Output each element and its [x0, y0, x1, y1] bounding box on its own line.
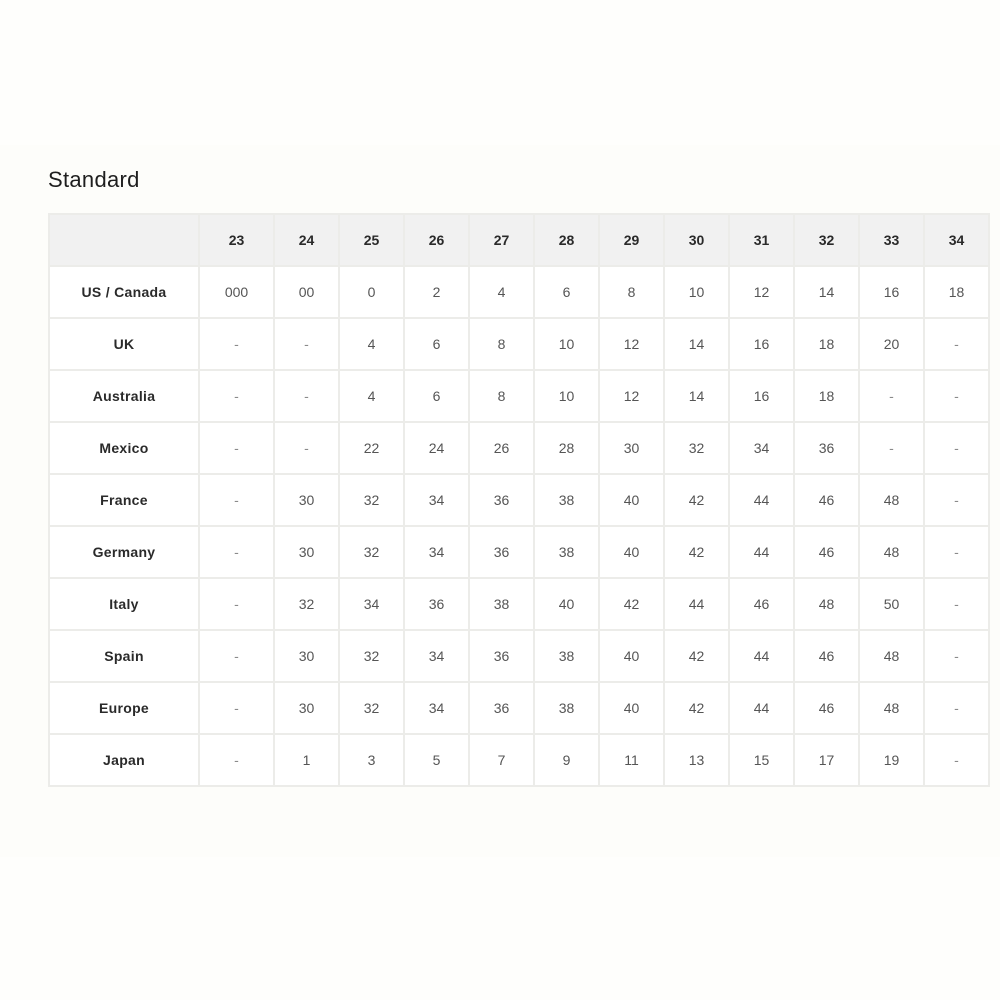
size-cell: 5 — [404, 734, 469, 786]
size-cell: 30 — [274, 682, 339, 734]
size-cell: 40 — [599, 682, 664, 734]
size-cell: 46 — [794, 630, 859, 682]
size-cell: 13 — [664, 734, 729, 786]
size-cell: - — [924, 370, 989, 422]
row-label: France — [49, 474, 199, 526]
size-cell: 14 — [794, 266, 859, 318]
size-cell: - — [199, 422, 274, 474]
section-title: Standard — [48, 167, 140, 192]
size-cell: 14 — [664, 370, 729, 422]
column-header: 26 — [404, 214, 469, 266]
size-cell: - — [924, 474, 989, 526]
size-cell: - — [924, 578, 989, 630]
size-cell: - — [924, 734, 989, 786]
header-row — [49, 214, 989, 266]
size-cell: 30 — [599, 422, 664, 474]
size-cell: 40 — [534, 578, 599, 630]
size-cell: - — [199, 370, 274, 422]
size-cell: 9 — [534, 734, 599, 786]
size-cell: 48 — [794, 578, 859, 630]
size-cell: 36 — [794, 422, 859, 474]
size-cell: 46 — [794, 526, 859, 578]
size-cell: 14 — [664, 318, 729, 370]
size-cell: 10 — [534, 370, 599, 422]
size-cell: 32 — [339, 474, 404, 526]
column-header: 24 — [274, 214, 339, 266]
size-cell: 8 — [599, 266, 664, 318]
size-cell: 46 — [794, 682, 859, 734]
size-cell: 40 — [599, 630, 664, 682]
size-cell: 38 — [534, 630, 599, 682]
size-cell: - — [199, 630, 274, 682]
size-cell: - — [274, 422, 339, 474]
table-body — [49, 266, 989, 786]
size-cell: - — [924, 422, 989, 474]
size-cell: 38 — [534, 526, 599, 578]
column-header: 31 — [729, 214, 794, 266]
column-header: 34 — [924, 214, 989, 266]
size-cell: 19 — [859, 734, 924, 786]
size-cell: 34 — [404, 474, 469, 526]
table-row — [49, 266, 989, 318]
size-cell: 38 — [469, 578, 534, 630]
size-cell: 8 — [469, 370, 534, 422]
row-label: Germany — [49, 526, 199, 578]
size-cell: 32 — [339, 630, 404, 682]
table-row — [49, 578, 989, 630]
size-cell: 42 — [599, 578, 664, 630]
size-cell: 38 — [534, 474, 599, 526]
size-cell: 40 — [599, 474, 664, 526]
size-cell: 46 — [729, 578, 794, 630]
size-cell: 1 — [274, 734, 339, 786]
size-cell: 12 — [599, 318, 664, 370]
size-cell: 42 — [664, 526, 729, 578]
size-cell: 50 — [859, 578, 924, 630]
table-header — [49, 214, 989, 266]
row-label: Spain — [49, 630, 199, 682]
column-header: 25 — [339, 214, 404, 266]
size-cell: 10 — [534, 318, 599, 370]
size-cell: - — [859, 422, 924, 474]
column-header: 29 — [599, 214, 664, 266]
column-header: 30 — [664, 214, 729, 266]
size-cell: 32 — [339, 526, 404, 578]
size-cell: 16 — [729, 318, 794, 370]
size-cell: 11 — [599, 734, 664, 786]
table-row — [49, 630, 989, 682]
size-cell: 7 — [469, 734, 534, 786]
size-conversion-table — [48, 213, 990, 787]
table-row — [49, 734, 989, 786]
size-cell: 30 — [274, 474, 339, 526]
size-cell: 48 — [859, 474, 924, 526]
size-cell: 22 — [339, 422, 404, 474]
size-cell: 42 — [664, 474, 729, 526]
size-cell: - — [199, 682, 274, 734]
size-cell: 46 — [794, 474, 859, 526]
size-cell: 6 — [404, 370, 469, 422]
size-cell: 8 — [469, 318, 534, 370]
size-cell: 36 — [469, 474, 534, 526]
size-cell: 26 — [469, 422, 534, 474]
size-cell: 44 — [729, 526, 794, 578]
row-label: UK — [49, 318, 199, 370]
size-cell: 2 — [404, 266, 469, 318]
size-cell: 0 — [339, 266, 404, 318]
table-row — [49, 422, 989, 474]
size-cell: 4 — [339, 370, 404, 422]
size-cell: 38 — [534, 682, 599, 734]
size-cell: - — [199, 318, 274, 370]
size-cell: 34 — [404, 682, 469, 734]
size-cell: 4 — [339, 318, 404, 370]
size-cell: - — [199, 526, 274, 578]
size-cell: 42 — [664, 630, 729, 682]
table-row — [49, 474, 989, 526]
size-cell: 34 — [729, 422, 794, 474]
size-cell: - — [199, 578, 274, 630]
size-cell: 42 — [664, 682, 729, 734]
size-cell: 24 — [404, 422, 469, 474]
size-cell: 32 — [274, 578, 339, 630]
size-cell: 44 — [729, 474, 794, 526]
column-header: 23 — [199, 214, 274, 266]
size-cell: - — [924, 318, 989, 370]
size-cell: 30 — [274, 526, 339, 578]
size-cell: 16 — [729, 370, 794, 422]
size-cell: 32 — [664, 422, 729, 474]
size-cell: 34 — [404, 526, 469, 578]
size-cell: 12 — [599, 370, 664, 422]
table-row — [49, 526, 989, 578]
size-cell: 36 — [469, 682, 534, 734]
size-cell: - — [924, 682, 989, 734]
size-cell: - — [274, 318, 339, 370]
size-cell: 00 — [274, 266, 339, 318]
size-cell: 48 — [859, 630, 924, 682]
column-header: 33 — [859, 214, 924, 266]
size-cell: 15 — [729, 734, 794, 786]
row-label: US / Canada — [49, 266, 199, 318]
size-cell: 36 — [404, 578, 469, 630]
size-cell: 18 — [794, 370, 859, 422]
size-cell: 44 — [729, 682, 794, 734]
column-header: 27 — [469, 214, 534, 266]
row-label: Mexico — [49, 422, 199, 474]
size-cell: 000 — [199, 266, 274, 318]
corner-cell — [49, 214, 199, 266]
column-header: 28 — [534, 214, 599, 266]
size-cell: 32 — [339, 682, 404, 734]
size-cell: 4 — [469, 266, 534, 318]
size-cell: 10 — [664, 266, 729, 318]
size-cell: 28 — [534, 422, 599, 474]
size-cell: 16 — [859, 266, 924, 318]
size-cell: - — [199, 474, 274, 526]
size-cell: 30 — [274, 630, 339, 682]
size-cell: - — [199, 734, 274, 786]
size-cell: 40 — [599, 526, 664, 578]
size-cell: 36 — [469, 630, 534, 682]
size-cell: 3 — [339, 734, 404, 786]
size-cell: 34 — [339, 578, 404, 630]
table-row — [49, 682, 989, 734]
size-cell: - — [924, 630, 989, 682]
table-row — [49, 370, 989, 422]
size-cell: 44 — [664, 578, 729, 630]
size-cell: 17 — [794, 734, 859, 786]
size-cell: 20 — [859, 318, 924, 370]
size-cell: 44 — [729, 630, 794, 682]
column-header: 32 — [794, 214, 859, 266]
row-label: Italy — [49, 578, 199, 630]
size-cell: 48 — [859, 526, 924, 578]
row-label: Europe — [49, 682, 199, 734]
size-cell: 48 — [859, 682, 924, 734]
size-cell: 6 — [404, 318, 469, 370]
size-cell: 6 — [534, 266, 599, 318]
size-cell: 18 — [794, 318, 859, 370]
size-cell: - — [924, 526, 989, 578]
size-cell: 34 — [404, 630, 469, 682]
row-label: Japan — [49, 734, 199, 786]
size-cell: 18 — [924, 266, 989, 318]
size-cell: 36 — [469, 526, 534, 578]
size-cell: 12 — [729, 266, 794, 318]
table-row — [49, 318, 989, 370]
row-label: Australia — [49, 370, 199, 422]
size-cell: - — [274, 370, 339, 422]
size-cell: - — [859, 370, 924, 422]
